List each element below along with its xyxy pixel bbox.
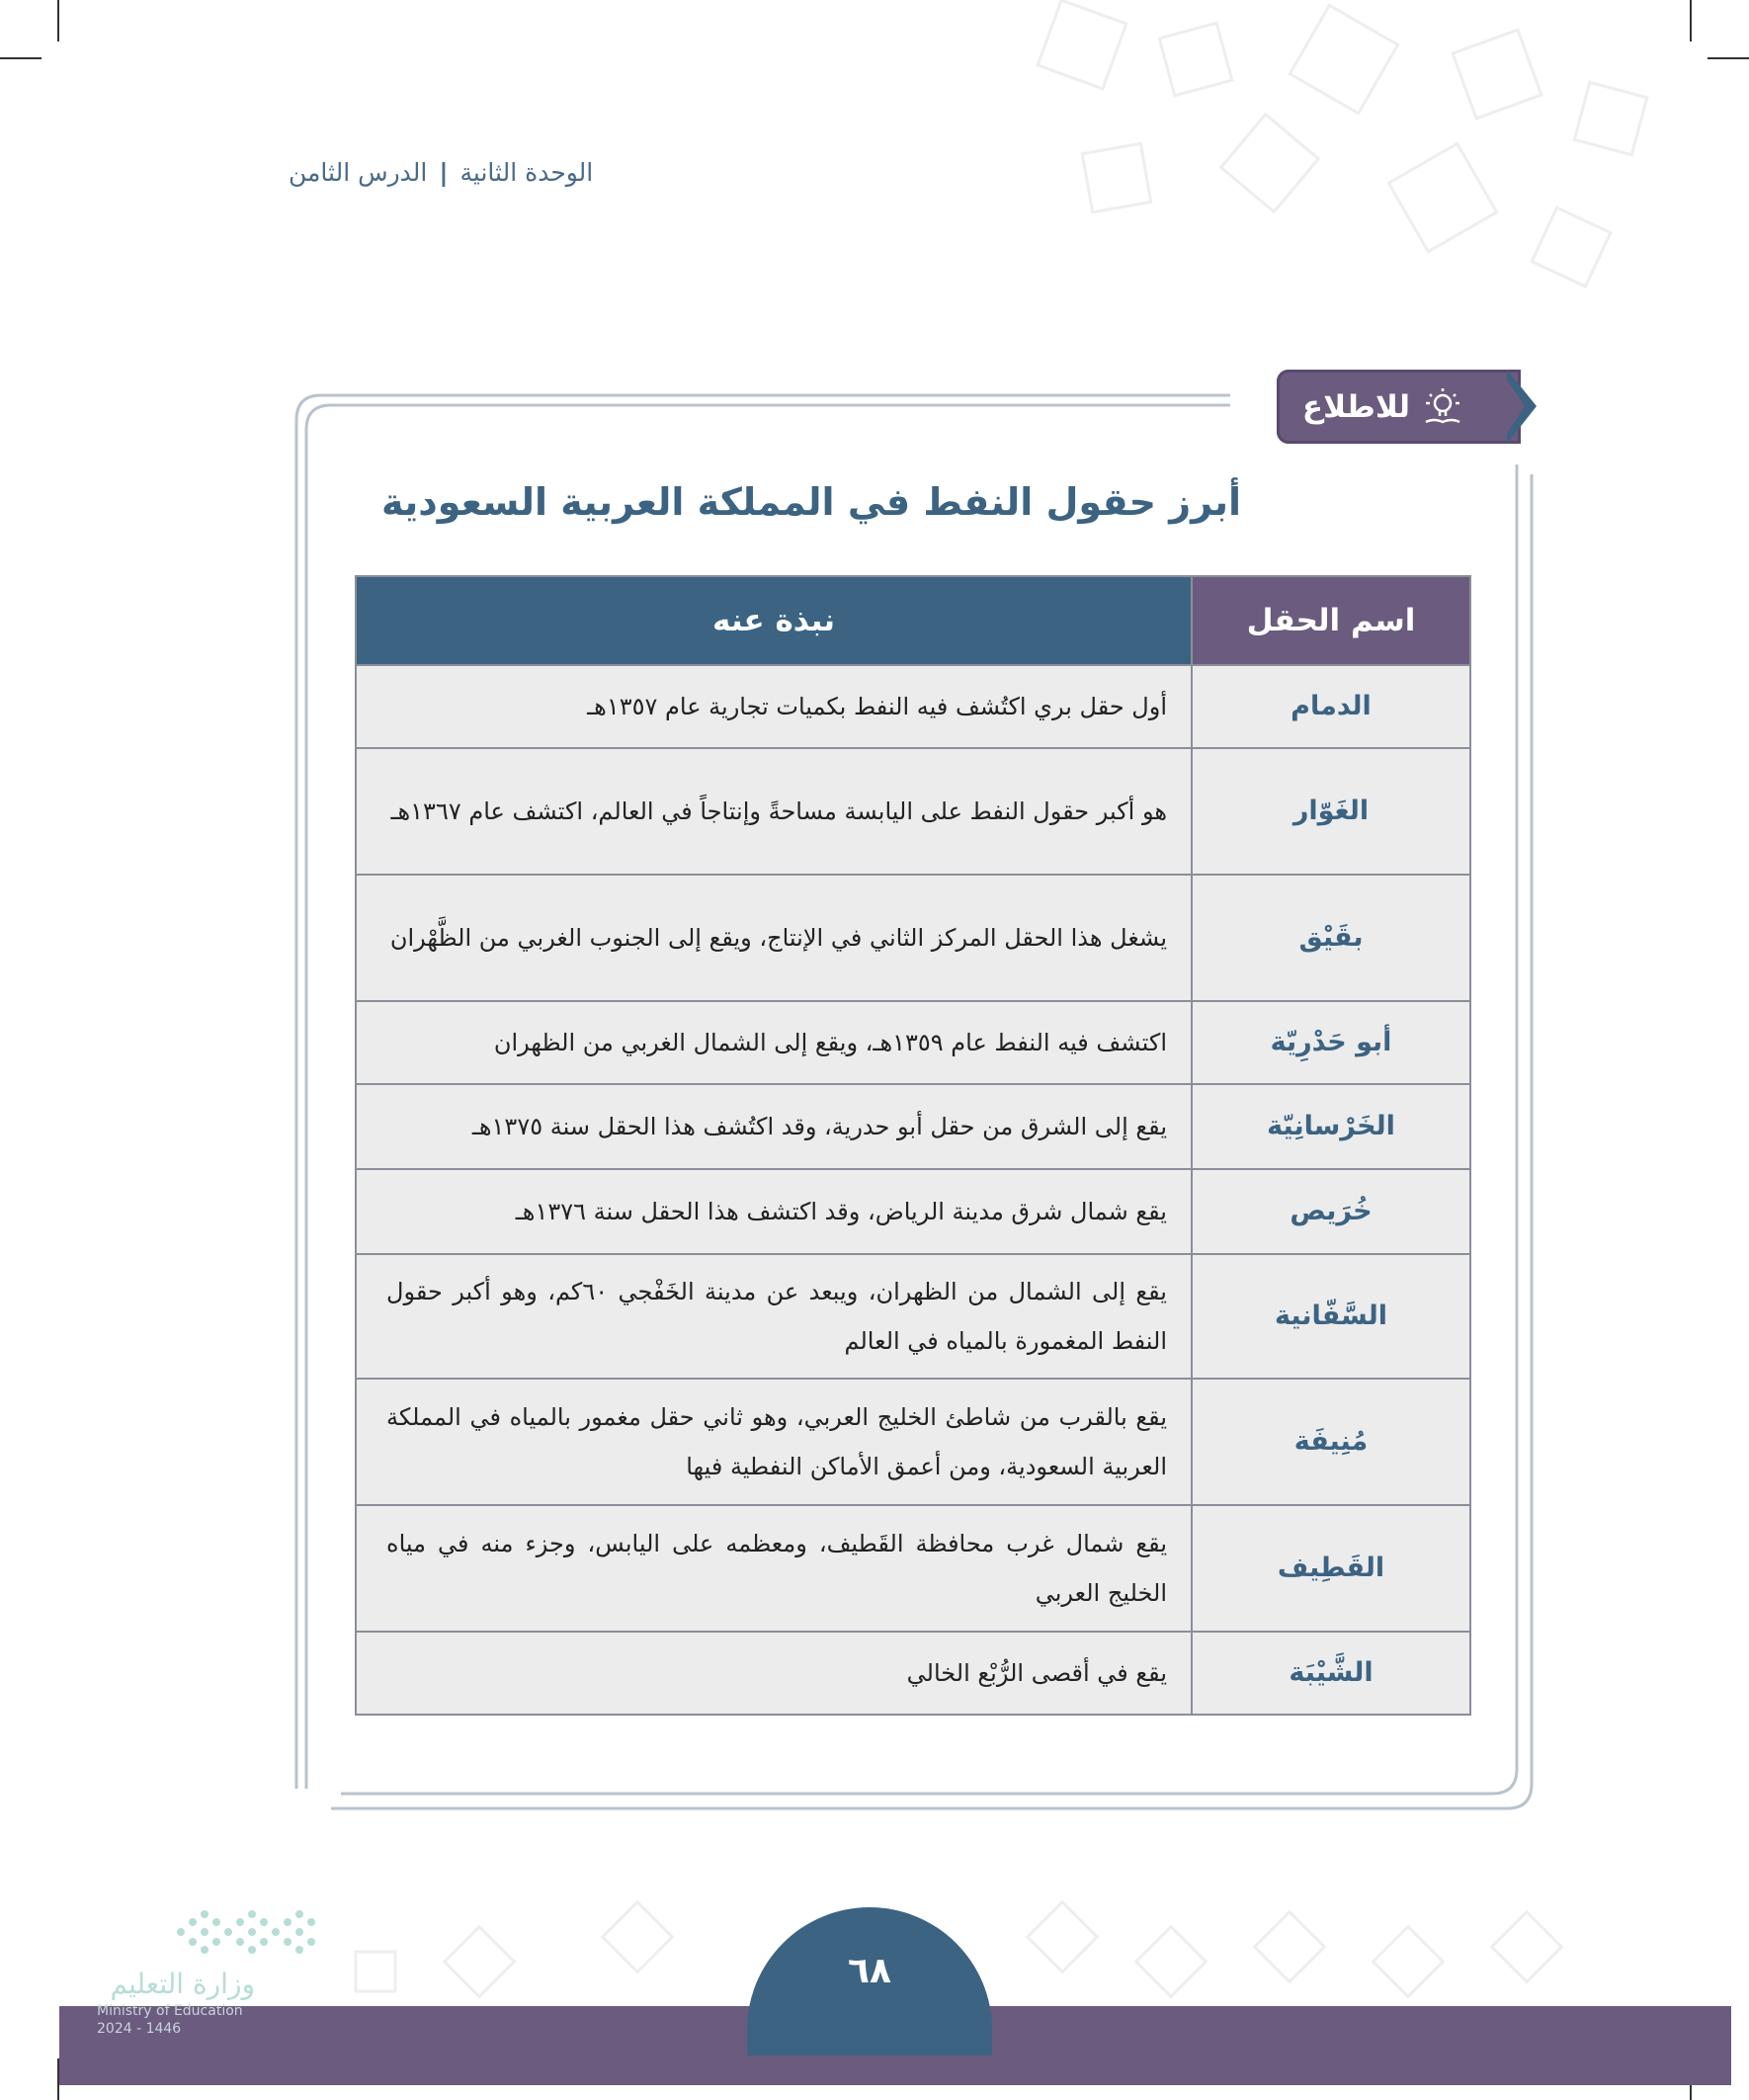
unit-label: الوحدة الثانية [459,158,594,187]
ministry-name-en: Ministry of Education [97,2003,243,2019]
field-name: خُرَيص [1192,1169,1470,1254]
field-desc: يشغل هذا الحقل المركز الثاني في الإنتاج، ويقع إلى الجنوب الغربي من الظَّهْران [356,875,1192,1001]
field-desc: اكتشف فيه النفط عام ١٣٥٩هـ، ويقع إلى الشمال الغربي من الظهران [356,1001,1192,1084]
table-row [356,1254,1470,1379]
field-desc: يقع شمال شرق مدينة الرياض، وقد اكتشف هذا الحقل سنة ١٣٧٦هـ [356,1169,1192,1254]
ministry-logo-icon [171,1902,329,1962]
field-desc: أول حقل بري اكتُشف فيه النفط بكميات تجارية عام ١٣٥٧هـ [356,665,1192,748]
field-desc: يقع إلى الشرق من حقل أبو حدرية، وقد اكتُشف هذا الحقل سنة ١٣٧٥هـ [356,1084,1192,1169]
table-row [356,665,1470,748]
field-name: الشَّيْبَة [1192,1632,1470,1715]
lightbulb-book-icon [1422,386,1463,428]
field-name: مُنِيفَة [1192,1379,1470,1505]
field-name: القَطِيف [1192,1505,1470,1632]
ministry-year: 2024 - 1446 [97,2021,182,2037]
table-row [356,1505,1470,1632]
field-name: الخَرْسانِيّة [1192,1084,1470,1169]
field-name: بقَيْق [1192,875,1470,1001]
field-name: الغَوّار [1192,748,1470,875]
field-desc: هو أكبر حقول النفط على اليابسة مساحةً وإنتاجاً في العالم، اكتشف عام ١٣٦٧هـ [356,748,1192,875]
table-row [356,1379,1470,1505]
lesson-label: الدرس الثامن [289,158,428,187]
section-title: أبرز حقول النفط في المملكة العربية السعودية [380,480,1242,524]
page-number: ٦٨ [747,1907,992,2056]
table-row [356,1632,1470,1715]
table-row [356,1084,1470,1169]
field-desc: يقع بالقرب من شاطئ الخليج العربي، وهو ثاني حقل مغمور بالمياه في المملكة العربية السعودية، ومن أعمق الأماكن النفطية فيها [356,1379,1192,1505]
table-row [356,1169,1470,1254]
table-row [356,1001,1470,1084]
info-tab [1277,370,1521,444]
table-row [356,748,1470,875]
field-name: الدمام [1192,665,1470,748]
ministry-name-ar: وزارة التعليم [110,1968,255,2000]
table-row [356,875,1470,1001]
field-desc: يقع في أقصى الرُّبْع الخالي [356,1632,1192,1715]
header-field-desc: نبذة عنه [356,576,1192,665]
info-tab-label: للاطلاع [1301,388,1410,425]
field-desc: يقع إلى الشمال من الظهران، ويبعد عن مدينة الخَفْجي ٦٠كم، وهو أكبر حقول النفط المغمورة بالمياه في العالم [356,1254,1192,1379]
field-name: أبو حَدْرِيّة [1192,1001,1470,1084]
oil-fields-table [355,575,1471,1716]
tab-arrow-icon [1507,370,1537,444]
header-divider: | [439,158,449,187]
table-header-row [356,576,1470,665]
field-name: السَّفّانية [1192,1254,1470,1379]
field-desc: يقع شمال غرب محافظة القَطيف، ومعظمه على اليابس، وجزء منه في مياه الخليج العربي [356,1505,1192,1632]
header-field-name: اسم الحقل [1192,576,1470,665]
